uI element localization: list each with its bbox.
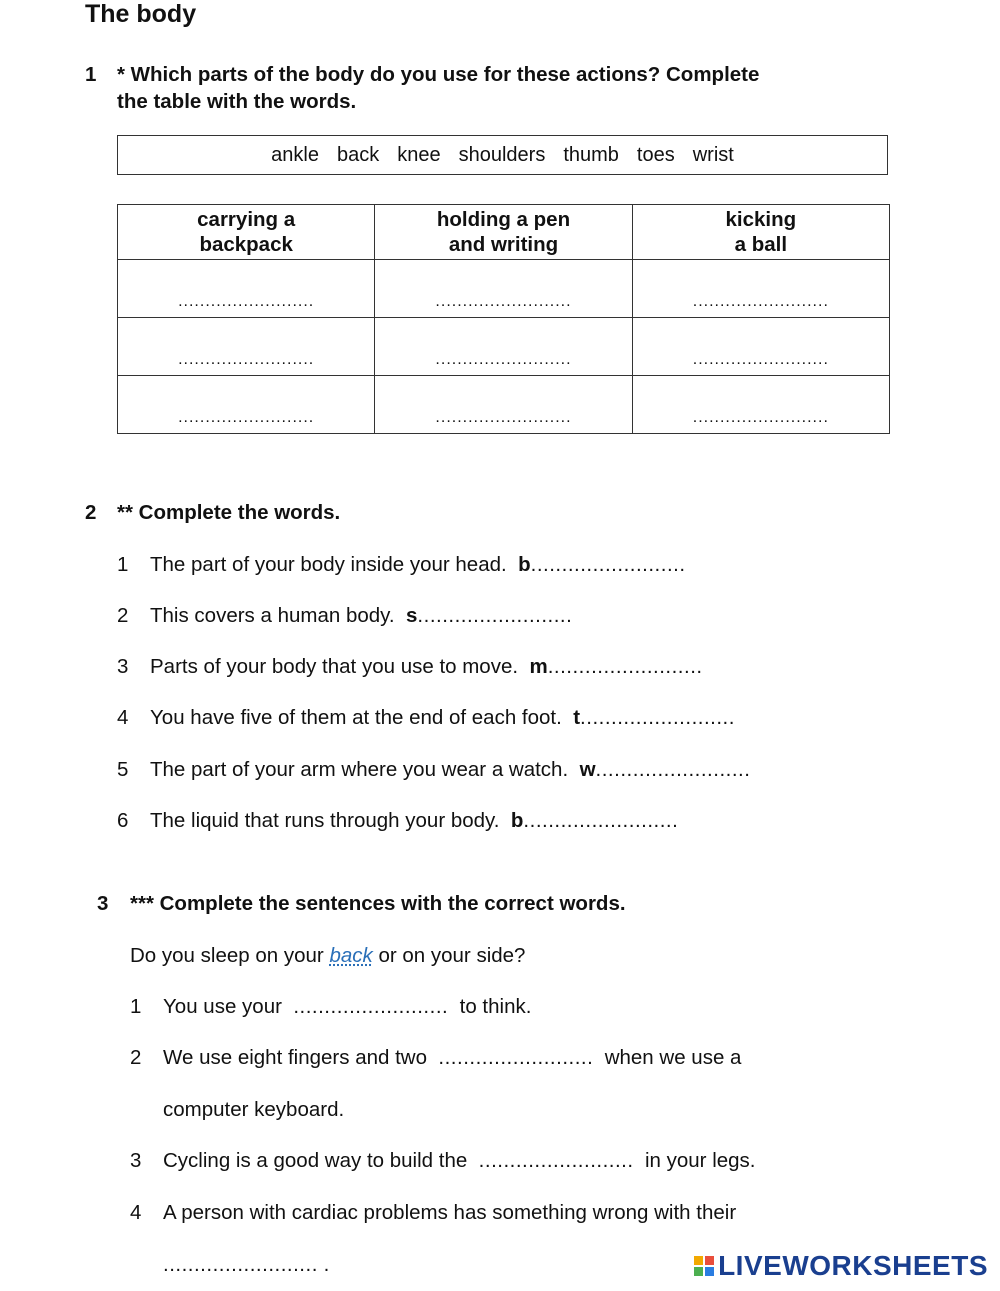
table-header-ball: kicking a ball [632,205,889,260]
answer-blank[interactable]: ......................... [118,318,375,376]
answer-blank[interactable]: ......................... [293,995,449,1018]
example-answer: back [329,944,373,967]
answer-blank[interactable]: ......................... [375,318,632,376]
item-text: This covers a human body. [150,604,395,627]
example-text-before: Do you sleep on your [130,944,324,967]
word-box [117,135,888,175]
item-number: 2 [130,1046,142,1069]
table-header-pen: holding a pen and writing [375,205,632,260]
answer-blank[interactable]: ......................... [417,604,573,627]
answer-blank[interactable]: ......................... [632,318,889,376]
item-number: 1 [117,553,129,576]
first-letter: t [573,706,581,729]
list-item [117,758,917,784]
answer-blank[interactable]: ......................... [632,376,889,434]
item-number: 6 [117,809,129,832]
list-item [130,1201,950,1227]
item-number: 4 [130,1201,142,1224]
answer-blank[interactable]: ......................... [595,758,751,781]
list-item [117,706,917,732]
list-item [117,604,917,630]
item-number: 2 [117,604,129,627]
table-header-backpack: carrying a backpack [118,205,375,260]
example-text-after: or on your side? [378,944,526,967]
table-header-row [118,205,890,260]
answer-blank[interactable]: ......................... [118,376,375,434]
word-box-item: shoulders [458,143,546,166]
item-number: 3 [117,655,129,678]
item-text-after: in your legs. [644,1149,756,1172]
item-text-before: Cycling is a good way to build the [163,1149,468,1172]
item-text-before: You use your [163,995,282,1018]
exercise-3-instruction: *** Complete the sentences with the correct words. [130,892,626,915]
answer-blank[interactable]: ......................... [478,1149,634,1172]
list-item-continuation: computer keyboard. [163,1098,345,1121]
item-text-before: A person with cardiac problems has something wrong with their [163,1201,737,1224]
table-row [118,318,890,376]
word-box-item: wrist [692,143,734,166]
item-text: The liquid that runs through your body. [150,809,500,832]
first-letter: b [518,553,531,576]
answer-blank[interactable]: ......................... [375,260,632,318]
item-text: Parts of your body that you use to move. [150,655,519,678]
item-text-before: We use eight fingers and two [163,1046,427,1069]
answer-blank[interactable]: ......................... [375,376,632,434]
exercise-3-number: 3 [97,892,109,915]
word-box-item: knee [397,143,441,166]
word-box-item: thumb [563,143,619,166]
item-text-after: to think. [459,995,532,1018]
answer-blank[interactable]: ......................... [118,260,375,318]
first-letter: s [406,604,418,627]
item-number: 4 [117,706,129,729]
word-box-item: toes [636,143,675,166]
answer-blank[interactable]: ......................... [523,809,679,832]
item-text: You have five of them at the end of each foot. [150,706,562,729]
exercise-2-number: 2 [85,501,97,524]
item-number: 3 [130,1149,142,1172]
exercise-1-number: 1 [85,63,97,86]
list-item [117,655,917,681]
word-box-item: ankle [271,143,319,166]
answer-blank[interactable]: ......................... [547,655,703,678]
item-text-after: . [323,1253,330,1276]
exercise-3-heading [97,890,847,918]
item-text: The part of your arm where you wear a watch. [150,758,569,781]
exercise-1-instruction-line1: * Which parts of the body do you use for these actions? Complete [117,63,760,86]
actions-table [117,204,890,434]
exercise-1-instruction-line2: the table with the words. [117,90,357,113]
first-letter: b [510,809,524,832]
table-row [118,260,890,318]
answer-blank[interactable]: ......................... [632,260,889,318]
exercise-2-heading [85,499,785,527]
answer-blank[interactable]: ......................... [530,553,686,576]
answer-blank[interactable]: ......................... [438,1046,594,1069]
logo-text: LIVEWORKSHEETS [718,1250,988,1281]
example-sentence [130,944,930,970]
item-text-after: when we use a [604,1046,742,1069]
item-text: The part of your body inside your head. [150,553,507,576]
first-letter: m [529,655,548,678]
list-item [117,809,917,835]
exercise-1-heading [85,61,885,117]
logo-mark-icon [694,1256,714,1276]
list-item [130,1046,950,1072]
item-number: 1 [130,995,142,1018]
list-item [130,1149,950,1175]
list-item-continuation [163,1253,563,1279]
list-item [130,995,950,1021]
item-number: 5 [117,758,129,781]
list-item [117,553,917,579]
first-letter: w [579,758,596,781]
answer-blank[interactable]: ......................... [163,1253,318,1276]
answer-blank[interactable]: ......................... [580,706,735,729]
exercise-2-instruction: ** Complete the words. [117,501,341,524]
page-title: The body [85,0,197,28]
table-row [118,376,890,434]
liveworksheets-logo [694,1250,988,1282]
word-box-item: back [336,143,380,166]
